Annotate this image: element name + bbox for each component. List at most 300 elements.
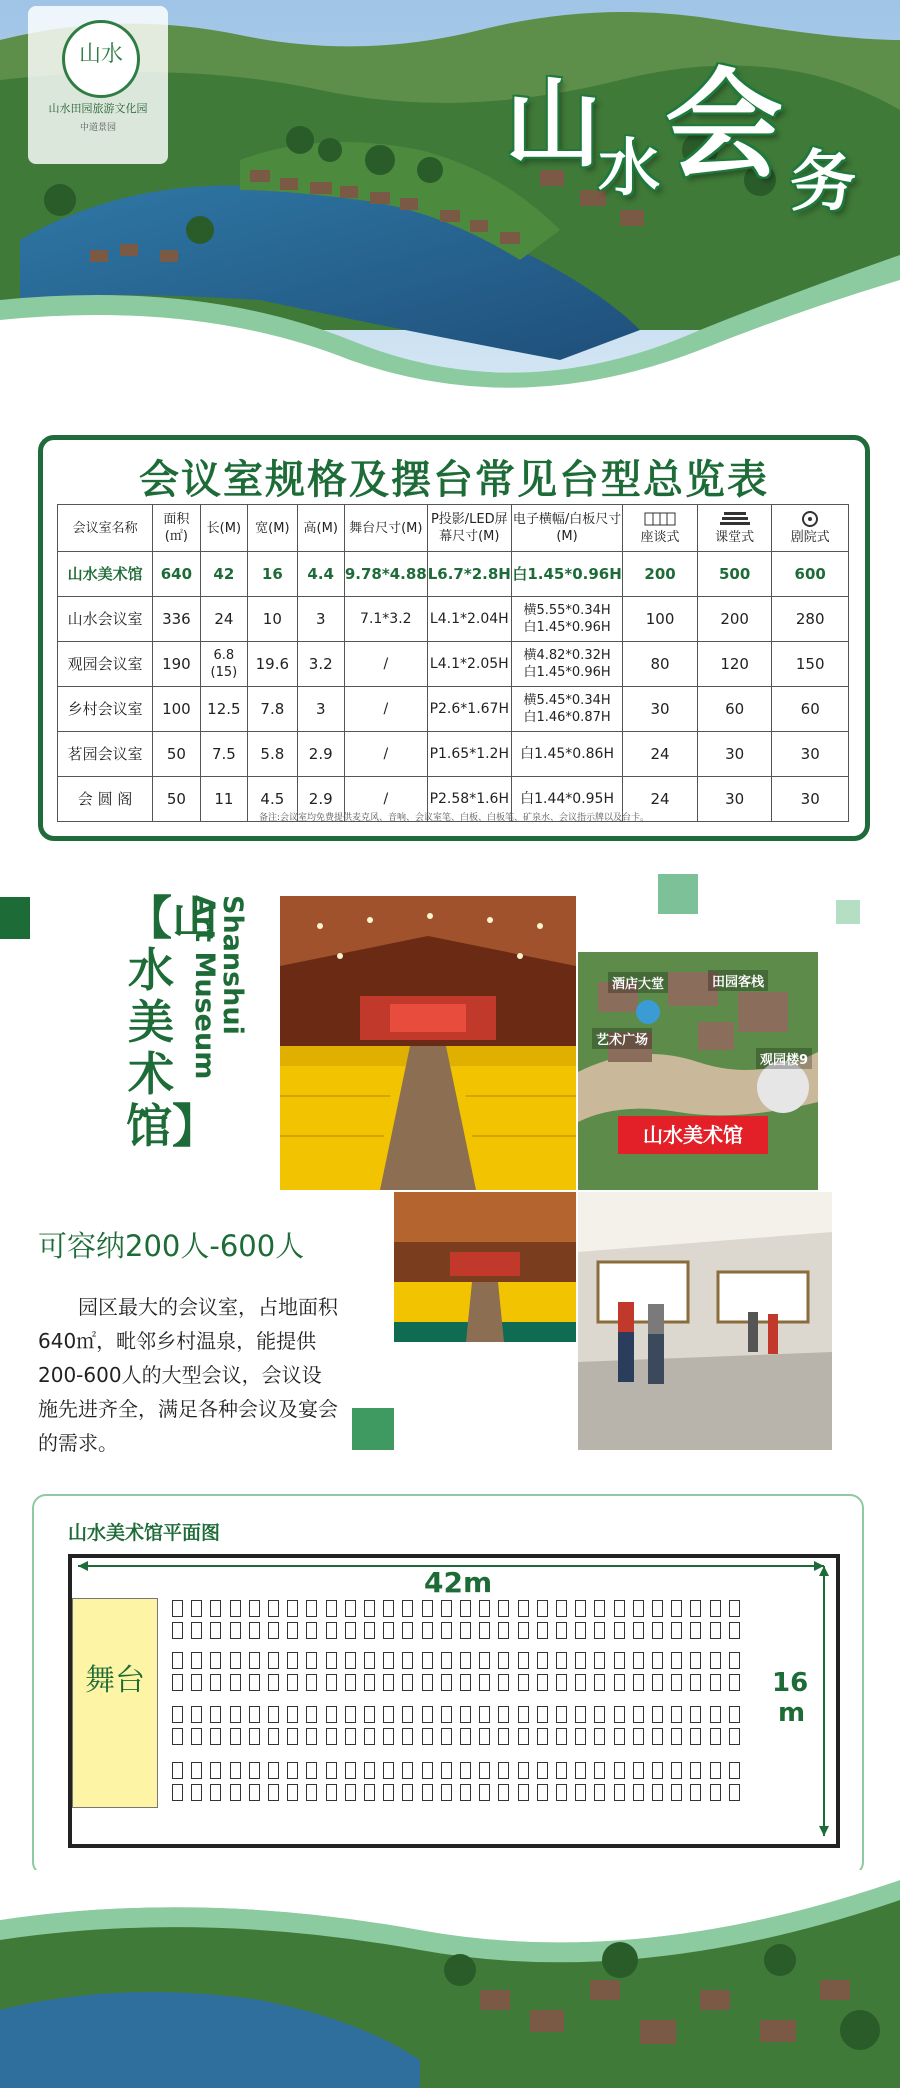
- seat: [518, 1674, 529, 1691]
- seat: [268, 1600, 279, 1617]
- seat: [614, 1622, 625, 1639]
- dimension-width: [772, 1668, 808, 1728]
- cell-width: 5.8: [248, 732, 297, 777]
- map-label-hotel: 酒店大堂: [608, 972, 668, 993]
- top-banner: [0, 0, 900, 420]
- brand-sub: 中道景园: [79, 123, 116, 133]
- seat: [710, 1706, 721, 1723]
- museum-title-en-line2: Art Museum: [189, 895, 220, 1080]
- seat: [652, 1762, 663, 1779]
- seat: [172, 1784, 183, 1801]
- photo-hall-stage: [280, 896, 576, 1190]
- seat: [537, 1674, 548, 1691]
- header-length: 长(M): [200, 505, 248, 552]
- seat: [537, 1622, 548, 1639]
- cell-name: 观园会议室: [58, 642, 153, 687]
- seat: [249, 1622, 260, 1639]
- seat: [441, 1784, 452, 1801]
- seat: [498, 1622, 509, 1639]
- cell-name: 乡村会议室: [58, 687, 153, 732]
- meeting-room-photo: [394, 1192, 576, 1342]
- seat: [460, 1674, 471, 1691]
- dimension-length: 42m: [424, 1566, 493, 1599]
- table-row: [58, 552, 849, 597]
- seat: [268, 1674, 279, 1691]
- seat: [364, 1600, 375, 1617]
- seat: [594, 1674, 605, 1691]
- classroom-layout-icon: [718, 511, 752, 527]
- seat: [652, 1706, 663, 1723]
- bottom-banner: [0, 1870, 900, 2088]
- seat: [249, 1600, 260, 1617]
- dimension-width-value: 16: [772, 1668, 809, 1698]
- cell-banner-line1: 白1.45*0.86H: [520, 745, 614, 762]
- seat: [210, 1674, 221, 1691]
- spec-table: [57, 504, 849, 822]
- cell-theater: 280: [772, 597, 849, 642]
- seat: [575, 1600, 586, 1617]
- seat: [230, 1762, 241, 1779]
- cell-stage: 7.1*3.2: [344, 597, 427, 642]
- cell-banner-line2: 白1.45*0.96H: [523, 665, 611, 680]
- seat: [479, 1652, 490, 1669]
- cell-banner-line2: 白1.46*0.87H: [523, 710, 611, 725]
- seat: [460, 1622, 471, 1639]
- seat: [191, 1600, 202, 1617]
- cell-name: 茗园会议室: [58, 732, 153, 777]
- seat: [690, 1728, 701, 1745]
- seat: [594, 1728, 605, 1745]
- photo-meeting-room: [394, 1192, 576, 1342]
- seat: [402, 1728, 413, 1745]
- seat: [537, 1762, 548, 1779]
- seat: [402, 1600, 413, 1617]
- cell-area: 50: [153, 732, 200, 777]
- museum-title-en: [186, 895, 266, 1135]
- cell-stage: /: [344, 732, 427, 777]
- seat: [326, 1728, 337, 1745]
- cell-banner-line1: 横5.55*0.34H: [523, 603, 611, 618]
- seat: [364, 1652, 375, 1669]
- cell-class: 60: [697, 687, 772, 732]
- seat: [364, 1784, 375, 1801]
- seat: [249, 1784, 260, 1801]
- seat: [556, 1728, 567, 1745]
- cell-screen: P1.65*1.2H: [427, 732, 511, 777]
- seat: [287, 1728, 298, 1745]
- seat: [402, 1622, 413, 1639]
- seat: [710, 1652, 721, 1669]
- header-theater-label: 剧院式: [790, 529, 830, 545]
- seat: [383, 1622, 394, 1639]
- seat: [479, 1762, 490, 1779]
- header-class: [697, 505, 772, 552]
- cell-banner-line1: 横4.82*0.32H: [523, 648, 611, 663]
- brand-name: 山水田园旅游文化园: [48, 102, 148, 115]
- cell-class: 30: [697, 777, 772, 822]
- seat: [402, 1784, 413, 1801]
- header-height: 高(M): [297, 505, 344, 552]
- table-note: 备注:会议室均免费提供麦克风、音响、会议室笔、白板、白板笔、矿泉水、会议指示牌以及台卡。: [258, 813, 650, 823]
- seat: [710, 1622, 721, 1639]
- brand-logo: [28, 6, 168, 164]
- table-title: 会议室规格及摆台常见台型总览表: [139, 457, 769, 503]
- seat: [498, 1652, 509, 1669]
- cell-banner: [511, 732, 622, 777]
- deco-square: [658, 874, 698, 914]
- seat: [230, 1674, 241, 1691]
- seat: [364, 1674, 375, 1691]
- cell-name: 山水美术馆: [58, 552, 153, 597]
- theater-layout-icon: [793, 511, 827, 527]
- cell-length: 7.5: [200, 732, 248, 777]
- photo-site-map: [578, 952, 818, 1190]
- seat: [268, 1652, 279, 1669]
- cell-banner-line1: 横5.45*0.34H: [523, 693, 611, 708]
- seat: [191, 1762, 202, 1779]
- seat: [518, 1762, 529, 1779]
- seat: [556, 1762, 567, 1779]
- seat: [326, 1706, 337, 1723]
- cell-length: 11: [200, 777, 248, 822]
- seat: [633, 1784, 644, 1801]
- seat: [402, 1706, 413, 1723]
- seat: [441, 1652, 452, 1669]
- cell-talk: 80: [623, 642, 698, 687]
- logo-mark: 山水: [78, 42, 123, 67]
- hero-title-char-3: 会: [665, 55, 784, 194]
- seat: [671, 1784, 682, 1801]
- cell-class: 30: [697, 732, 772, 777]
- seat: [594, 1762, 605, 1779]
- seat: [383, 1652, 394, 1669]
- seat: [575, 1728, 586, 1745]
- seat: [210, 1652, 221, 1669]
- table-row: [58, 732, 849, 777]
- header-talk: [623, 505, 698, 552]
- floor-plan-room: [68, 1554, 840, 1848]
- seat: [518, 1652, 529, 1669]
- seat: [345, 1728, 356, 1745]
- cell-area: 100: [153, 687, 200, 732]
- table-row: [58, 687, 849, 732]
- cell-height: 4.4: [297, 552, 344, 597]
- seat: [287, 1674, 298, 1691]
- seat: [594, 1784, 605, 1801]
- seat: [690, 1706, 701, 1723]
- map-label-tower: 观园楼9: [756, 1048, 812, 1069]
- seat: [191, 1728, 202, 1745]
- cell-talk: 30: [623, 687, 698, 732]
- table-header-row: [58, 505, 849, 552]
- seat: [441, 1728, 452, 1745]
- cell-talk: 100: [623, 597, 698, 642]
- seat: [172, 1706, 183, 1723]
- cell-height: 2.9: [297, 732, 344, 777]
- seat: [729, 1762, 740, 1779]
- seat: [172, 1728, 183, 1745]
- seat: [594, 1600, 605, 1617]
- seat: [729, 1674, 740, 1691]
- seat: [537, 1728, 548, 1745]
- cell-stage: /: [344, 687, 427, 732]
- seating-area: [172, 1598, 772, 1808]
- seat: [191, 1674, 202, 1691]
- cell-name: 山水会议室: [58, 597, 153, 642]
- gallery-photo: [578, 1192, 832, 1450]
- cell-height: 3.2: [297, 642, 344, 687]
- stage-label: 舞台: [85, 1663, 145, 1698]
- cell-banner: [511, 597, 622, 642]
- logo-emblem: [62, 20, 140, 98]
- seat: [729, 1600, 740, 1617]
- seat: [594, 1706, 605, 1723]
- seat: [364, 1622, 375, 1639]
- seat: [249, 1728, 260, 1745]
- seat: [479, 1784, 490, 1801]
- seat: [575, 1762, 586, 1779]
- cell-area: 50: [153, 777, 200, 822]
- seat: [383, 1674, 394, 1691]
- cell-banner-line2: 白1.45*0.96H: [523, 620, 611, 635]
- cell-height: 3: [297, 687, 344, 732]
- seat: [441, 1600, 452, 1617]
- header-screen: P投影/LED屏幕尺寸(M): [427, 505, 511, 552]
- seat: [690, 1784, 701, 1801]
- seat: [690, 1600, 701, 1617]
- seat: [230, 1622, 241, 1639]
- bottom-aerial-photo: [0, 1870, 900, 2088]
- table-row: [58, 642, 849, 687]
- seat: [652, 1600, 663, 1617]
- seat: [364, 1728, 375, 1745]
- cell-width: 7.8: [248, 687, 297, 732]
- seat: [690, 1674, 701, 1691]
- seat: [210, 1784, 221, 1801]
- cell-length: 24: [200, 597, 248, 642]
- seat: [210, 1762, 221, 1779]
- seat: [230, 1728, 241, 1745]
- seat: [537, 1652, 548, 1669]
- seat: [268, 1762, 279, 1779]
- seat: [345, 1762, 356, 1779]
- seat: [518, 1600, 529, 1617]
- seat: [287, 1600, 298, 1617]
- seat: [479, 1600, 490, 1617]
- seat: [172, 1674, 183, 1691]
- seat: [614, 1674, 625, 1691]
- seat: [498, 1784, 509, 1801]
- seat: [671, 1652, 682, 1669]
- seat: [671, 1674, 682, 1691]
- seat: [191, 1706, 202, 1723]
- seat: [498, 1762, 509, 1779]
- seat: [518, 1706, 529, 1723]
- seat: [230, 1784, 241, 1801]
- seat: [326, 1674, 337, 1691]
- seat: [498, 1706, 509, 1723]
- map-label-plaza: 艺术广场: [592, 1028, 652, 1049]
- seat: [690, 1622, 701, 1639]
- cell-screen: P2.58*1.6H: [427, 777, 511, 822]
- seat: [710, 1762, 721, 1779]
- seat: [287, 1784, 298, 1801]
- seat: [460, 1652, 471, 1669]
- seat: [633, 1622, 644, 1639]
- seat: [402, 1652, 413, 1669]
- seat: [345, 1674, 356, 1691]
- header-stage: 舞台尺寸(M): [344, 505, 427, 552]
- seat: [652, 1674, 663, 1691]
- seat: [575, 1674, 586, 1691]
- seat: [556, 1622, 567, 1639]
- seat: [306, 1728, 317, 1745]
- seat: [268, 1728, 279, 1745]
- seat: [172, 1652, 183, 1669]
- seat: [460, 1600, 471, 1617]
- museum-title-cn: 【山水美术馆】: [126, 891, 218, 1153]
- talk-layout-icon: [643, 511, 677, 527]
- cell-screen: L6.7*2.8H: [427, 552, 511, 597]
- seat: [575, 1784, 586, 1801]
- cell-talk: 24: [623, 732, 698, 777]
- seat: [210, 1706, 221, 1723]
- seat: [652, 1728, 663, 1745]
- seat: [460, 1784, 471, 1801]
- seat: [498, 1728, 509, 1745]
- seat: [633, 1706, 644, 1723]
- header-width: 宽(M): [248, 505, 297, 552]
- seat: [306, 1706, 317, 1723]
- seat: [633, 1674, 644, 1691]
- seat: [422, 1622, 433, 1639]
- seat: [306, 1622, 317, 1639]
- cell-length: 6.8 (15): [200, 642, 248, 687]
- seat: [690, 1762, 701, 1779]
- seat: [230, 1600, 241, 1617]
- cell-screen: P2.6*1.67H: [427, 687, 511, 732]
- seat: [306, 1652, 317, 1669]
- seat: [537, 1706, 548, 1723]
- seat: [306, 1674, 317, 1691]
- seat: [210, 1728, 221, 1745]
- seat: [191, 1784, 202, 1801]
- cell-theater: 30: [772, 777, 849, 822]
- cell-name: 会 圆 阁: [58, 777, 153, 822]
- cell-length: 12.5: [200, 687, 248, 732]
- spec-table-panel: [38, 435, 870, 841]
- seat: [306, 1784, 317, 1801]
- seat: [652, 1622, 663, 1639]
- cell-theater: 150: [772, 642, 849, 687]
- seat: [268, 1784, 279, 1801]
- photo-art-gallery: [578, 1192, 832, 1450]
- seat: [287, 1762, 298, 1779]
- seat: [230, 1652, 241, 1669]
- seat: [326, 1652, 337, 1669]
- seat: [633, 1728, 644, 1745]
- seat: [287, 1622, 298, 1639]
- header-class-label: 课堂式: [715, 529, 755, 545]
- header-talk-label: 座谈式: [640, 529, 680, 545]
- map-highlight-museum: 山水美术馆: [618, 1116, 768, 1154]
- cell-class: 200: [697, 597, 772, 642]
- deco-square: [836, 900, 860, 924]
- cell-banner: [511, 552, 622, 597]
- cell-height: 3: [297, 597, 344, 642]
- seat: [326, 1762, 337, 1779]
- hero-title-char-1: 山: [505, 67, 601, 180]
- cell-height: 2.9: [297, 777, 344, 822]
- seat: [326, 1784, 337, 1801]
- stage-area: [72, 1598, 158, 1808]
- seat: [422, 1674, 433, 1691]
- seat: [364, 1706, 375, 1723]
- seat: [479, 1706, 490, 1723]
- seat: [614, 1652, 625, 1669]
- floor-plan-title: 山水美术馆平面图: [68, 1522, 221, 1544]
- cell-banner: [511, 687, 622, 732]
- cell-stage: /: [344, 777, 427, 822]
- cell-banner-line1: 白1.45*0.96H: [512, 564, 622, 583]
- seat: [191, 1652, 202, 1669]
- seat: [249, 1706, 260, 1723]
- seat: [326, 1622, 337, 1639]
- seat: [172, 1762, 183, 1779]
- seat: [729, 1784, 740, 1801]
- seat: [518, 1728, 529, 1745]
- seat: [191, 1622, 202, 1639]
- cell-length: 42: [200, 552, 248, 597]
- map-label-inn: 田园客栈: [708, 970, 768, 991]
- seat: [652, 1784, 663, 1801]
- cell-theater: 600: [772, 552, 849, 597]
- cell-banner: [511, 642, 622, 687]
- seat: [633, 1600, 644, 1617]
- cell-theater: 30: [772, 732, 849, 777]
- seat: [614, 1706, 625, 1723]
- seat: [479, 1622, 490, 1639]
- cell-stage: /: [344, 642, 427, 687]
- seat: [345, 1600, 356, 1617]
- seat: [710, 1674, 721, 1691]
- seat: [422, 1784, 433, 1801]
- seat: [287, 1652, 298, 1669]
- header-area: 面积(㎡): [153, 505, 200, 552]
- table-row: [58, 597, 849, 642]
- seat: [671, 1728, 682, 1745]
- seat: [575, 1652, 586, 1669]
- seat: [671, 1706, 682, 1723]
- seat: [402, 1762, 413, 1779]
- seat: [268, 1706, 279, 1723]
- hero-title-char-4: 务: [790, 142, 856, 220]
- seat: [364, 1762, 375, 1779]
- seat: [594, 1622, 605, 1639]
- seat: [383, 1784, 394, 1801]
- header-name: 会议室名称: [58, 505, 153, 552]
- seat: [575, 1706, 586, 1723]
- seat: [614, 1784, 625, 1801]
- seat: [210, 1600, 221, 1617]
- cell-class: 120: [697, 642, 772, 687]
- seat: [249, 1652, 260, 1669]
- seat: [537, 1600, 548, 1617]
- cell-width: 10: [248, 597, 297, 642]
- seat: [230, 1706, 241, 1723]
- museum-description: 园区最大的会议室，占地面积640㎡，毗邻乡村温泉，能提供200-600人的大型会议，会议设施先进齐全，满足各种会议及宴会的需求。: [38, 1295, 338, 1455]
- seat: [383, 1728, 394, 1745]
